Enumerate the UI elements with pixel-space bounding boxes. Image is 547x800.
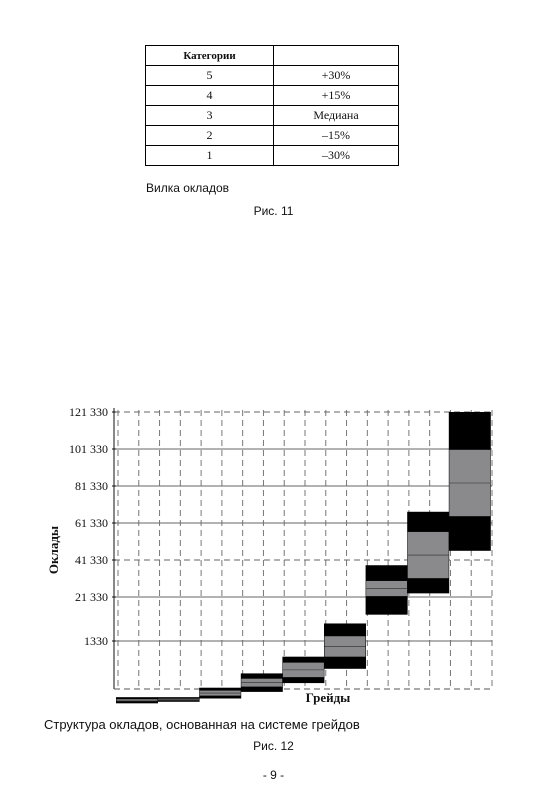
table-row (146, 86, 399, 106)
category-table (145, 45, 399, 166)
table-cell-category: 1 (146, 146, 274, 166)
table-cell-value: –15% (274, 126, 399, 146)
table-cell-category: 5 (146, 66, 274, 86)
table-row (146, 146, 399, 166)
x-axis-title: Грейды (305, 690, 351, 705)
table-cell-category: 3 (146, 106, 274, 126)
table-cell-value: +15% (274, 86, 399, 106)
y-tick-label: 61 330 (75, 516, 108, 530)
table-cell-category: 4 (146, 86, 274, 106)
y-tick-label: 41 330 (75, 553, 108, 567)
table-header-categories: Категории (146, 46, 274, 66)
figure-12-label: Рис. 12 (253, 739, 294, 753)
y-tick-label: 121 330 (69, 405, 108, 419)
y-tick-label: 101 330 (69, 442, 108, 456)
salary-fork-caption: Вилка окладов (146, 181, 230, 195)
page-number: - 9 - (262, 768, 285, 782)
table-row (146, 126, 399, 146)
y-tick-label: 81 330 (75, 479, 108, 493)
table-header-row (146, 46, 399, 66)
table-cell-value: –30% (274, 146, 399, 166)
y-tick-label: 1330 (84, 634, 108, 648)
grade-salary-chart (40, 400, 510, 705)
table-cell-value: +30% (274, 66, 399, 86)
table-header-empty (274, 46, 399, 66)
chart-caption: Структура окладов, основанная на системе грейдов (44, 717, 360, 732)
table-cell-value: Медиана (274, 106, 399, 126)
table-cell-category: 2 (146, 126, 274, 146)
table-row (146, 66, 399, 86)
y-axis-title: Оклады (46, 525, 61, 575)
table-row (146, 106, 399, 126)
figure-11-label: Рис. 11 (253, 204, 294, 218)
y-tick-label: 21 330 (75, 590, 108, 604)
